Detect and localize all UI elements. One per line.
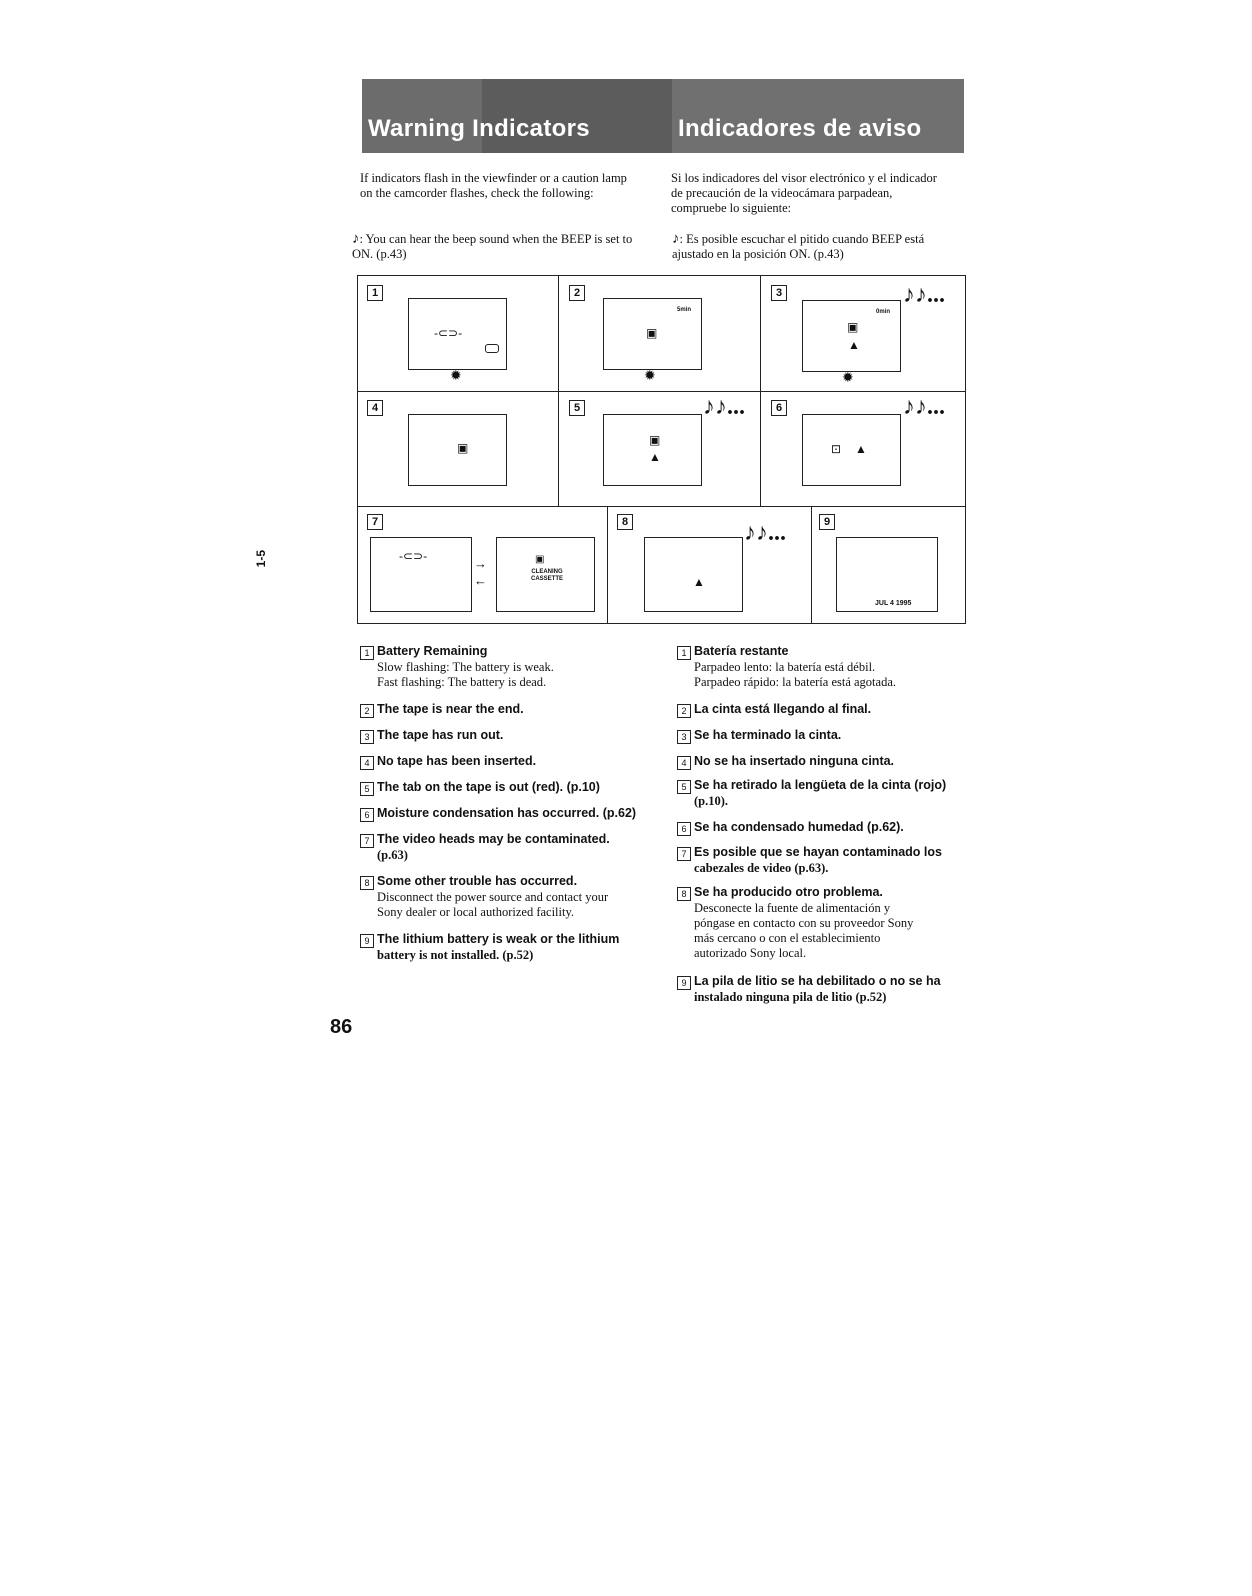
tape-remaining-label: 0min [876, 309, 891, 315]
item-number: 2 [360, 704, 374, 718]
item-number: 6 [360, 808, 374, 822]
viewfinder-screen [644, 537, 743, 612]
tape-flashing-icon: ▣ [457, 441, 469, 455]
tape-flashing-icon: ▣ [847, 320, 859, 334]
list-item [360, 806, 636, 822]
row-divider [358, 506, 965, 507]
beep-icon: ♪ [672, 231, 680, 247]
item-number: 5 [677, 780, 691, 794]
panel-number: 6 [771, 400, 787, 416]
item-number: 4 [677, 756, 691, 770]
caution-lamp-icon: ✹ [644, 367, 656, 383]
viewfinder-screen [603, 414, 702, 486]
viewfinder-screen [802, 300, 901, 372]
beep-indicator: ♪♪... [744, 520, 786, 546]
item-number: 1 [360, 646, 374, 660]
beep-note-en [352, 232, 642, 262]
col-divider [760, 276, 761, 506]
cleaning-cassette-label: CLEANING CASSETTE [530, 569, 563, 582]
list-item [360, 754, 536, 770]
item-heading: The tape has run out. [377, 728, 504, 742]
list-item [360, 728, 503, 744]
list-item [677, 845, 942, 876]
item-detail: Disconnect the power source and contact your [377, 890, 609, 904]
item-heading-cont: instalado ninguna pila de litio (p.52) [694, 990, 887, 1004]
item-number: 5 [360, 782, 374, 796]
item-heading: Some other trouble has occurred. [377, 874, 578, 888]
viewfinder-screen [603, 298, 702, 370]
col-divider [607, 506, 608, 623]
list-item [677, 778, 946, 809]
item-heading: Moisture condensation has occurred. (p.62) [377, 806, 637, 820]
item-heading: The video heads may be contaminated. [377, 832, 610, 846]
item-heading: The tab on the tape is out (red). (p.10) [377, 780, 600, 794]
item-number: 1 [677, 646, 691, 660]
head-clog-flashing-icon: -⊂⊃- [399, 549, 428, 563]
list-item [360, 932, 619, 963]
panel-number: 3 [771, 285, 787, 301]
item-detail: póngase en contacto con su proveedor Sony [694, 916, 914, 930]
panel-number: 7 [367, 514, 383, 530]
viewfinder-screen [408, 414, 507, 486]
beep-note-es-text: : Es posible escuchar el pitido cuando BEEP está ajustado en la posición ON. (p.43) [672, 232, 925, 261]
item-heading: Batería restante [694, 644, 789, 658]
list-item [677, 974, 941, 1005]
arrow-right-icon: → [474, 556, 487, 571]
tape-flashing-icon: ▣ [649, 433, 661, 447]
moisture-flashing-icon: ⊡ [831, 442, 842, 456]
list-item [360, 832, 610, 863]
battery-icon [485, 344, 499, 353]
list-item [360, 702, 524, 718]
item-heading: No tape has been inserted. [377, 754, 537, 768]
item-heading: The lithium battery is weak or the lithium [377, 932, 620, 946]
viewfinder-screen [496, 537, 595, 612]
item-heading-cont: (p.10). [694, 794, 729, 808]
tape-remaining-label: 5min [677, 307, 692, 313]
item-number: 7 [677, 847, 691, 861]
indicator-diagram [357, 275, 966, 624]
beep-indicator: ♪♪... [903, 282, 945, 308]
item-heading: La pila de litio se ha debilitado o no se ha [694, 974, 941, 988]
item-detail: más cercano o con el establecimiento [694, 931, 881, 945]
item-number: 7 [360, 834, 374, 848]
item-detail: Desconecte la fuente de alimentación y [694, 901, 891, 915]
list-item [360, 780, 600, 796]
list-item [677, 728, 841, 744]
item-number: 8 [677, 887, 691, 901]
panel-number: 4 [367, 400, 383, 416]
viewfinder-screen [370, 537, 472, 612]
arrow-left-icon: ← [474, 573, 487, 588]
side-section-mark: 1-5 [254, 550, 268, 568]
beep-icon: ♪ [352, 231, 360, 247]
panel-number: 9 [819, 514, 835, 530]
list-item [360, 874, 608, 920]
page-number: 86 [330, 1016, 353, 1038]
row-divider [358, 391, 965, 392]
eject-flashing-icon: ▲ [693, 575, 705, 589]
section-header [362, 79, 964, 153]
eject-flashing-icon: ▲ [649, 450, 661, 464]
item-number: 2 [677, 704, 691, 718]
list-item [677, 702, 871, 718]
beep-note-en-text: : You can hear the beep sound when the BEEP is set to ON. (p.43) [352, 232, 633, 261]
item-heading-cont: battery is not installed. (p.52) [377, 948, 534, 962]
item-heading: Se ha condensado humedad (p.62). [694, 820, 904, 834]
caution-lamp-icon: ✹ [450, 367, 462, 383]
col-divider [811, 506, 812, 623]
item-heading: Se ha retirado la lengüeta de la cinta (rojo) [694, 778, 947, 792]
item-number: 9 [360, 934, 374, 948]
viewfinder-screen [836, 537, 938, 612]
item-heading-cont: (p.63) [377, 848, 408, 862]
item-heading: Es posible que se hayan contaminado los [694, 845, 942, 859]
item-detail: Sony dealer or local authorized facility. [377, 905, 575, 919]
battery-flashing-icon: -⊂⊃- [434, 326, 463, 340]
item-detail: Slow flashing: The battery is weak. [377, 660, 554, 674]
item-number: 3 [360, 730, 374, 744]
cassette-icon: ▣ [535, 554, 545, 565]
list-item [677, 820, 904, 836]
item-detail: Parpadeo rápido: la batería está agotada. [694, 675, 896, 689]
viewfinder-screen [408, 298, 507, 370]
list-item [677, 754, 894, 770]
item-detail: Parpadeo lento: la batería está débil. [694, 660, 876, 674]
list-item [360, 644, 554, 690]
item-number: 9 [677, 976, 691, 990]
beep-indicator: ♪♪... [703, 394, 745, 420]
item-heading-cont: cabezales de video (p.63). [694, 861, 829, 875]
viewfinder-screen [802, 414, 901, 486]
panel-number: 2 [569, 285, 585, 301]
item-number: 4 [360, 756, 374, 770]
intro-en: If indicators flash in the viewfinder or a caution lamp on the camcorder flashes, check the following: [360, 171, 627, 200]
item-number: 8 [360, 876, 374, 890]
eject-flashing-icon: ▲ [848, 338, 860, 352]
item-heading: Battery Remaining [377, 644, 488, 658]
panel-number: 5 [569, 400, 585, 416]
list-item [677, 644, 896, 690]
header-title-es: Indicadores de aviso [678, 115, 922, 142]
item-heading: No se ha insertado ninguna cinta. [694, 754, 895, 768]
panel-number: 8 [617, 514, 633, 530]
caution-lamp-icon: ✹ [842, 369, 854, 385]
item-number: 6 [677, 822, 691, 836]
beep-indicator: ♪♪... [903, 394, 945, 420]
panel-number: 1 [367, 285, 383, 301]
tape-flashing-icon: ▣ [646, 326, 658, 340]
item-detail: Fast flashing: The battery is dead. [377, 675, 547, 689]
item-number: 3 [677, 730, 691, 744]
date-display: JUL 4 1995 [875, 600, 912, 607]
item-heading: Se ha terminado la cinta. [694, 728, 842, 742]
list-item [677, 885, 913, 961]
item-heading: The tape is near the end. [377, 702, 524, 716]
eject-flashing-icon: ▲ [855, 442, 867, 456]
header-title-en: Warning Indicators [368, 115, 590, 142]
item-detail: autorizado Sony local. [694, 946, 807, 960]
col-divider [558, 276, 559, 506]
beep-note-es [672, 232, 952, 262]
intro-es: Si los indicadores del visor electrónico y el indicador de precaución de la videocámara parpadean, compruebe lo siguiente: [671, 171, 937, 215]
item-heading: La cinta está llegando al final. [694, 702, 872, 716]
item-heading: Se ha producido otro problema. [694, 885, 883, 899]
